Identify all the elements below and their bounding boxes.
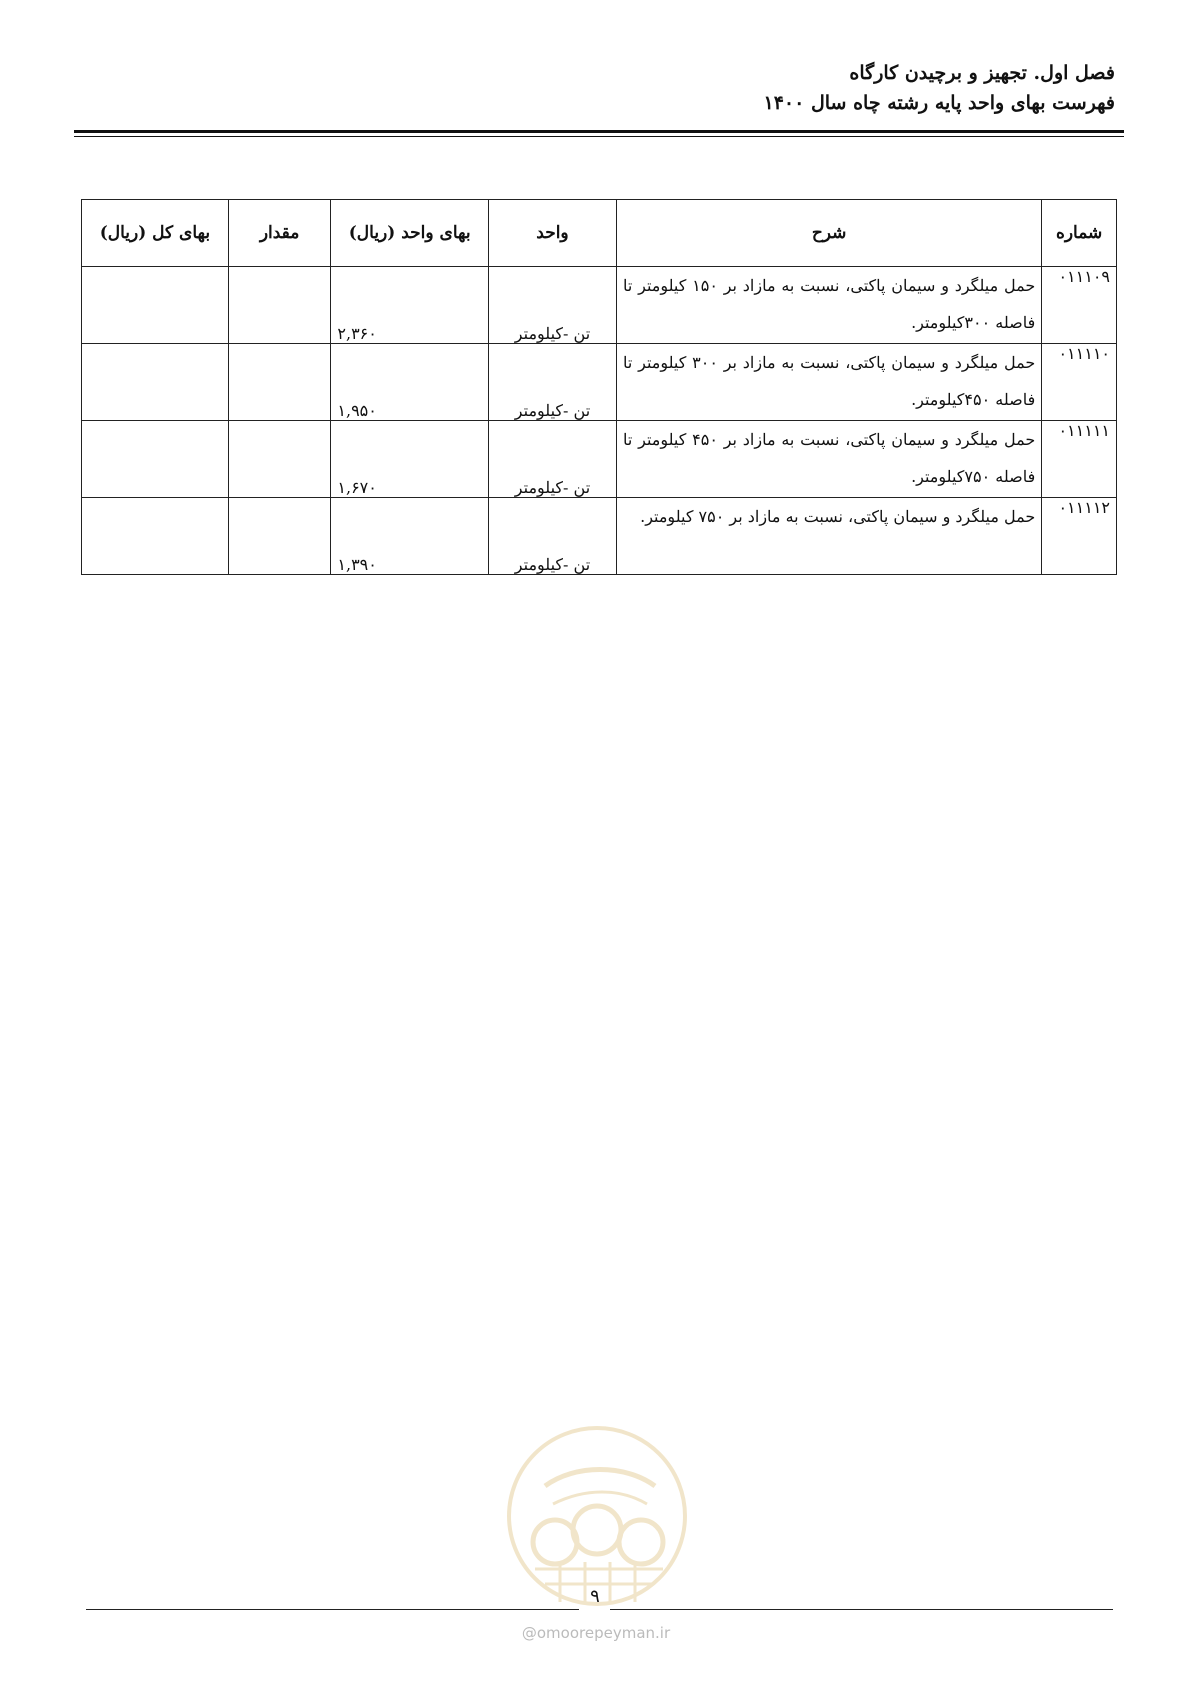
- item-total-price: [82, 498, 229, 575]
- column-header-unit: واحد: [488, 200, 616, 267]
- item-description: حمل میلگرد و سیمان پاکتی، نسبت به مازاد بر ۱۵۰ کیلومتر تا فاصله ۳۰۰کیلومتر.: [617, 267, 1042, 344]
- header-rule-thin: [74, 136, 1124, 137]
- item-number: ۰۱۱۱۱۱: [1042, 421, 1117, 498]
- item-description: حمل میلگرد و سیمان پاکتی، نسبت به مازاد بر ۷۵۰ کیلومتر.: [617, 498, 1042, 575]
- footer-rule-right: [610, 1609, 1113, 1610]
- column-header-description: شرح: [617, 200, 1042, 267]
- item-number: ۰۱۱۱۱۲: [1042, 498, 1117, 575]
- table-row: [82, 498, 1117, 575]
- page-header: [65, 58, 1115, 118]
- item-unit-price: ۱,۶۷۰: [331, 421, 489, 498]
- page-number: ۹: [590, 1586, 600, 1607]
- price-list-table: [81, 199, 1117, 575]
- column-header-quantity: مقدار: [228, 200, 331, 267]
- item-unit: تن -کیلومتر: [488, 344, 616, 421]
- item-quantity: [228, 498, 331, 575]
- item-description: حمل میلگرد و سیمان پاکتی، نسبت به مازاد بر ۴۵۰ کیلومتر تا فاصله ۷۵۰کیلومتر.: [617, 421, 1042, 498]
- item-unit: تن -کیلومتر: [488, 267, 616, 344]
- item-quantity: [228, 344, 331, 421]
- item-number: ۰۱۱۱۱۰: [1042, 344, 1117, 421]
- chapter-title: فصل اول. تجهیز و برچیدن کارگاه: [849, 62, 1115, 84]
- item-unit-price: ۱,۳۹۰: [331, 498, 489, 575]
- item-unit-price: ۲,۳۶۰: [331, 267, 489, 344]
- table-row: [82, 344, 1117, 421]
- website-watermark: @omoorepeyman.ir: [521, 1624, 671, 1642]
- item-unit: تن -کیلومتر: [488, 498, 616, 575]
- footer-rule-left: [86, 1609, 579, 1610]
- item-unit: تن -کیلومتر: [488, 421, 616, 498]
- item-total-price: [82, 421, 229, 498]
- item-total-price: [82, 344, 229, 421]
- item-description: حمل میلگرد و سیمان پاکتی، نسبت به مازاد بر ۳۰۰ کیلومتر تا فاصله ۴۵۰کیلومتر.: [617, 344, 1042, 421]
- item-unit-price: ۱,۹۵۰: [331, 344, 489, 421]
- item-quantity: [228, 267, 331, 344]
- column-header-number: شماره: [1042, 200, 1117, 267]
- column-header-total-price: بهای کل (ریال): [82, 200, 229, 267]
- table-row: [82, 267, 1117, 344]
- header-rule-thick: [74, 130, 1124, 133]
- column-header-unit-price: بهای واحد (ریال): [331, 200, 489, 267]
- item-number: ۰۱۱۱۰۹: [1042, 267, 1117, 344]
- item-quantity: [228, 421, 331, 498]
- table-row: [82, 421, 1117, 498]
- watermark-logo-icon: [505, 1424, 690, 1609]
- table-header-row: [82, 200, 1117, 267]
- document-title: فهرست بهای واحد پایه رشته چاه سال ۱۴۰۰: [763, 92, 1115, 114]
- item-total-price: [82, 267, 229, 344]
